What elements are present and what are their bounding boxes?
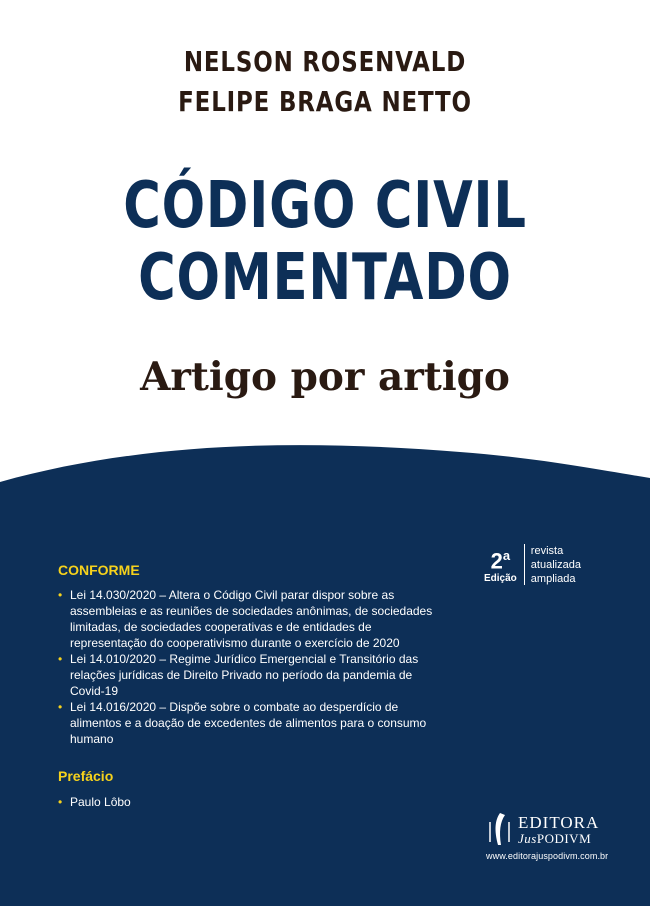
- publisher-url: www.editorajuspodivm.com.br: [486, 851, 609, 861]
- publisher-editora: EDITORA: [518, 812, 600, 832]
- law-text: Lei 14.010/2020 – Regime Jurídico Emergencial e Transitório das relações jurídicas de Direito Privado no período da pandemia de Covid-19: [70, 652, 419, 698]
- prefacio-section: [58, 768, 358, 810]
- edition-badge: [484, 544, 581, 588]
- bullet-icon: •: [58, 652, 63, 666]
- conforme-section: [58, 562, 448, 747]
- bullet-icon: •: [58, 588, 63, 602]
- book-title: [0, 170, 650, 314]
- conforme-heading: CONFORME: [58, 562, 140, 578]
- author-name: FELIPE BRAGA NETTO: [178, 85, 472, 118]
- edition-notes: [525, 544, 581, 586]
- list-item: [58, 794, 358, 810]
- edition-label: Edição: [484, 573, 517, 585]
- quill-icon: [486, 812, 514, 846]
- publisher-brand-prefix: Jus: [518, 830, 537, 846]
- publisher-row: [486, 812, 616, 846]
- publisher-brand: [518, 832, 599, 846]
- authors: [0, 42, 650, 122]
- publisher-names: [518, 813, 599, 846]
- law-list: [58, 587, 448, 747]
- bullet-icon: •: [58, 795, 63, 809]
- author-name: NELSON ROSENVALD: [183, 45, 467, 78]
- prefacio-heading: Prefácio: [58, 768, 114, 784]
- edition-note: ampliada: [530, 573, 576, 585]
- edition-note: atualizada: [530, 559, 581, 571]
- title-line: COMENTADO: [138, 241, 512, 315]
- edition-ordinal: a: [502, 548, 511, 563]
- prefacio-author: Paulo Lôbo: [70, 795, 131, 809]
- law-text: Lei 14.016/2020 – Dispõe sobre o combate ao desperdício de alimentos e a doação de excedentes de alimentos para o consumo humano: [70, 700, 427, 746]
- title-line: CÓDIGO CIVIL: [123, 169, 527, 243]
- publisher-brand-main: PODIVM: [536, 830, 592, 846]
- list-item: [58, 699, 448, 747]
- bullet-icon: •: [58, 700, 63, 714]
- edition-note: revista: [530, 545, 564, 557]
- publisher-logo: [486, 812, 616, 861]
- law-text: Lei 14.030/2020 – Altera o Código Civil parar dispor sobre as assembleias e as reuniões de sociedades anônimas, de sociedades limitadas, de sociedades cooperativas e de entidades de representação do cooperativismo durante o exercício de 2020: [70, 588, 433, 650]
- edition-number: [484, 544, 517, 573]
- edition-number-block: [484, 544, 525, 585]
- list-item: [58, 651, 448, 699]
- book-subtitle: Artigo por artigo: [140, 354, 510, 400]
- edition-digit: 2: [490, 548, 503, 574]
- list-item: [58, 587, 448, 651]
- prefacio-list: [58, 794, 358, 810]
